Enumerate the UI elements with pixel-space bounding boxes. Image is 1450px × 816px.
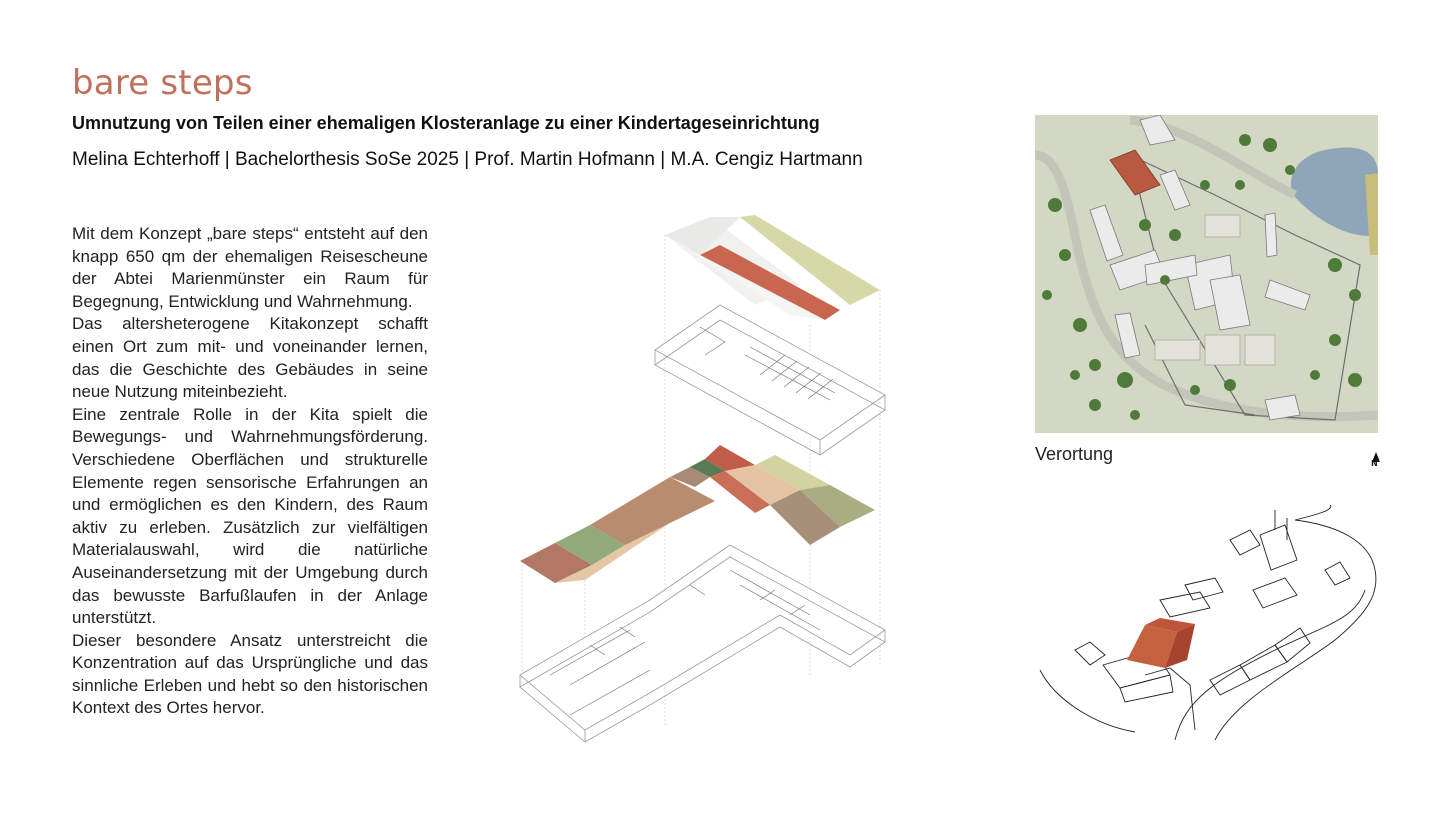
site-sketch-perspective: [1035, 500, 1383, 745]
paragraph-movement: Eine zentrale Rolle in der Kita spielt die Bewegungs- und Wahrnehmungsförderung. Verschiedene Oberflächen und strukturelle Elemente regen sensorische Erfahrungen an und ermöglichen es den Kindern, des Raum aktiv zu erleben. Zusätzlich zur vielfältigen Materialauswahl, wird die natürliche Auseinandersetzung mit der Umgebung durch das bewusste Barfußlaufen in der Anlage unterstützt.: [72, 404, 428, 628]
page-title: bare steps: [72, 63, 253, 103]
map-caption: Verortung: [1035, 444, 1114, 464]
upper-floor-zones: [665, 215, 880, 320]
concept-description: [72, 223, 428, 720]
site-plan-map: [1035, 115, 1378, 433]
paragraph-approach: Dieser besondere Ansatz unterstreicht die Konzentration auf das Ursprüngliche und das sinnliche Erleben und hebt so den historischen Kontext des Ortes hervor.: [72, 630, 428, 718]
paragraph-kita-concept: Das altersheterogene Kitakonzept schafft einen Ort zum mit- und voneinander lernen, das die Geschichte des Gebäudes in seine neue Nutzung miteinbezieht.: [72, 314, 428, 402]
ground-floor-zones: [520, 445, 875, 583]
north-label: N: [1371, 459, 1378, 468]
exploded-axonometric-drawing: [510, 205, 900, 750]
project-subtitle: Umnutzung von Teilen einer ehemaligen Klosteranlage zu einer Kindertageseinrichtung: [72, 113, 820, 133]
reisescheune-sketch-highlight: [1127, 618, 1195, 668]
paragraph-concept: Mit dem Konzept „bare steps“ entsteht auf den knapp 650 qm der ehemaligen Reisescheune der Abtei Marienmünster ein Raum für Begegnung, Entwicklung und Wahrnehmung.: [72, 224, 428, 311]
credits-line: Melina Echterhoff | Bachelorthesis SoSe 2025 | Prof. Martin Hofmann | M.A. Cengiz Hartmann: [72, 149, 863, 170]
upper-floor-plan: [655, 305, 885, 455]
